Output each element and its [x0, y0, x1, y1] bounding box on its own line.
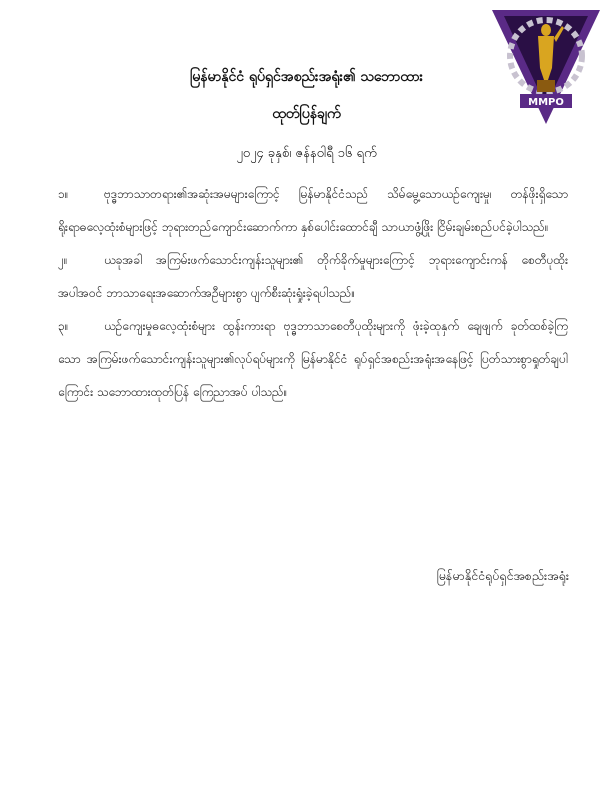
document-subtitle: ထုတ်ပြန်ချက်	[272, 106, 341, 122]
paragraph-number: ၁။	[58, 187, 69, 201]
document-title: မြန်မာနိုင်ငံ ရုပ်ရှင်အစည်းအရုံး၏ သဘောထား	[189, 69, 424, 85]
paragraph-3	[58, 310, 568, 409]
paragraph-1	[58, 178, 568, 244]
logo-text: MMPO	[528, 97, 564, 108]
paragraph-2	[58, 244, 568, 310]
paragraph-text: ယဉ်ကျေးမှုဓလေ့ထုံးစံများ ထွန်းကားရာ ဗုဒ္ဓဘာသာစေတီပုထိုးများကို ဖုံးခဲ့ထုနှက် ချေဖျက် ခုတ်ထစ်ခဲ့ကြသော အကြမ်းဖက်သောင်းကျန်းသူများ၏လုပ်ရပ်များကို မြန်မာနိုင်ငံ ရုပ်ရှင်အစည်းအရုံးအနေဖြင့် ပြတ်သားစွာရှုတ်ချပါကြောင်း သဘောထားထုတ်ပြန် ကြေညာအပ် ပါသည်။	[58, 319, 568, 399]
signature: မြန်မာနိုင်ငံရုပ်ရှင်အစည်းအရုံး	[436, 568, 569, 583]
document-body	[58, 178, 568, 409]
paragraph-number: ၂။	[58, 253, 68, 267]
paragraph-text: ယခုအခါ အကြမ်းဖက်သောင်းကျန်းသူများ၏ တိုက်ခိုက်မှုများကြောင့် ဘုရားကျောင်းကန် စေတီပုထိုးအပါအဝင် ဘာသာရေးအဆောက်အဦများစွာ ပျက်စီးဆုံးရှုံးခဲ့ရပါသည်။	[58, 253, 568, 300]
paragraph-text: ဗုဒ္ဓဘာသာတရား၏အဆုံးအမများကြောင့် မြန်မာနိုင်ငံသည် သိမ်မွေ့သောယဉ်ကျေးမှု၊ တန်ဖိုးရှိသောရိုးရာဓလေ့ထုံးစံများဖြင့် ဘုရားတည်ကျောင်းဆောက်ကာ နှစ်ပေါင်းထောင်ချီ သာယာဖွံ့ဖြိုး ငြိမ်းချမ်းစည်ပင်ခဲ့ပါသည်။	[58, 187, 568, 234]
document-date: ၂၀၂၄ ခုနှစ်၊ ဇန်နဝါရီ ၁၆ ရက်	[236, 146, 377, 161]
paragraph-number: ၃။	[58, 319, 69, 333]
